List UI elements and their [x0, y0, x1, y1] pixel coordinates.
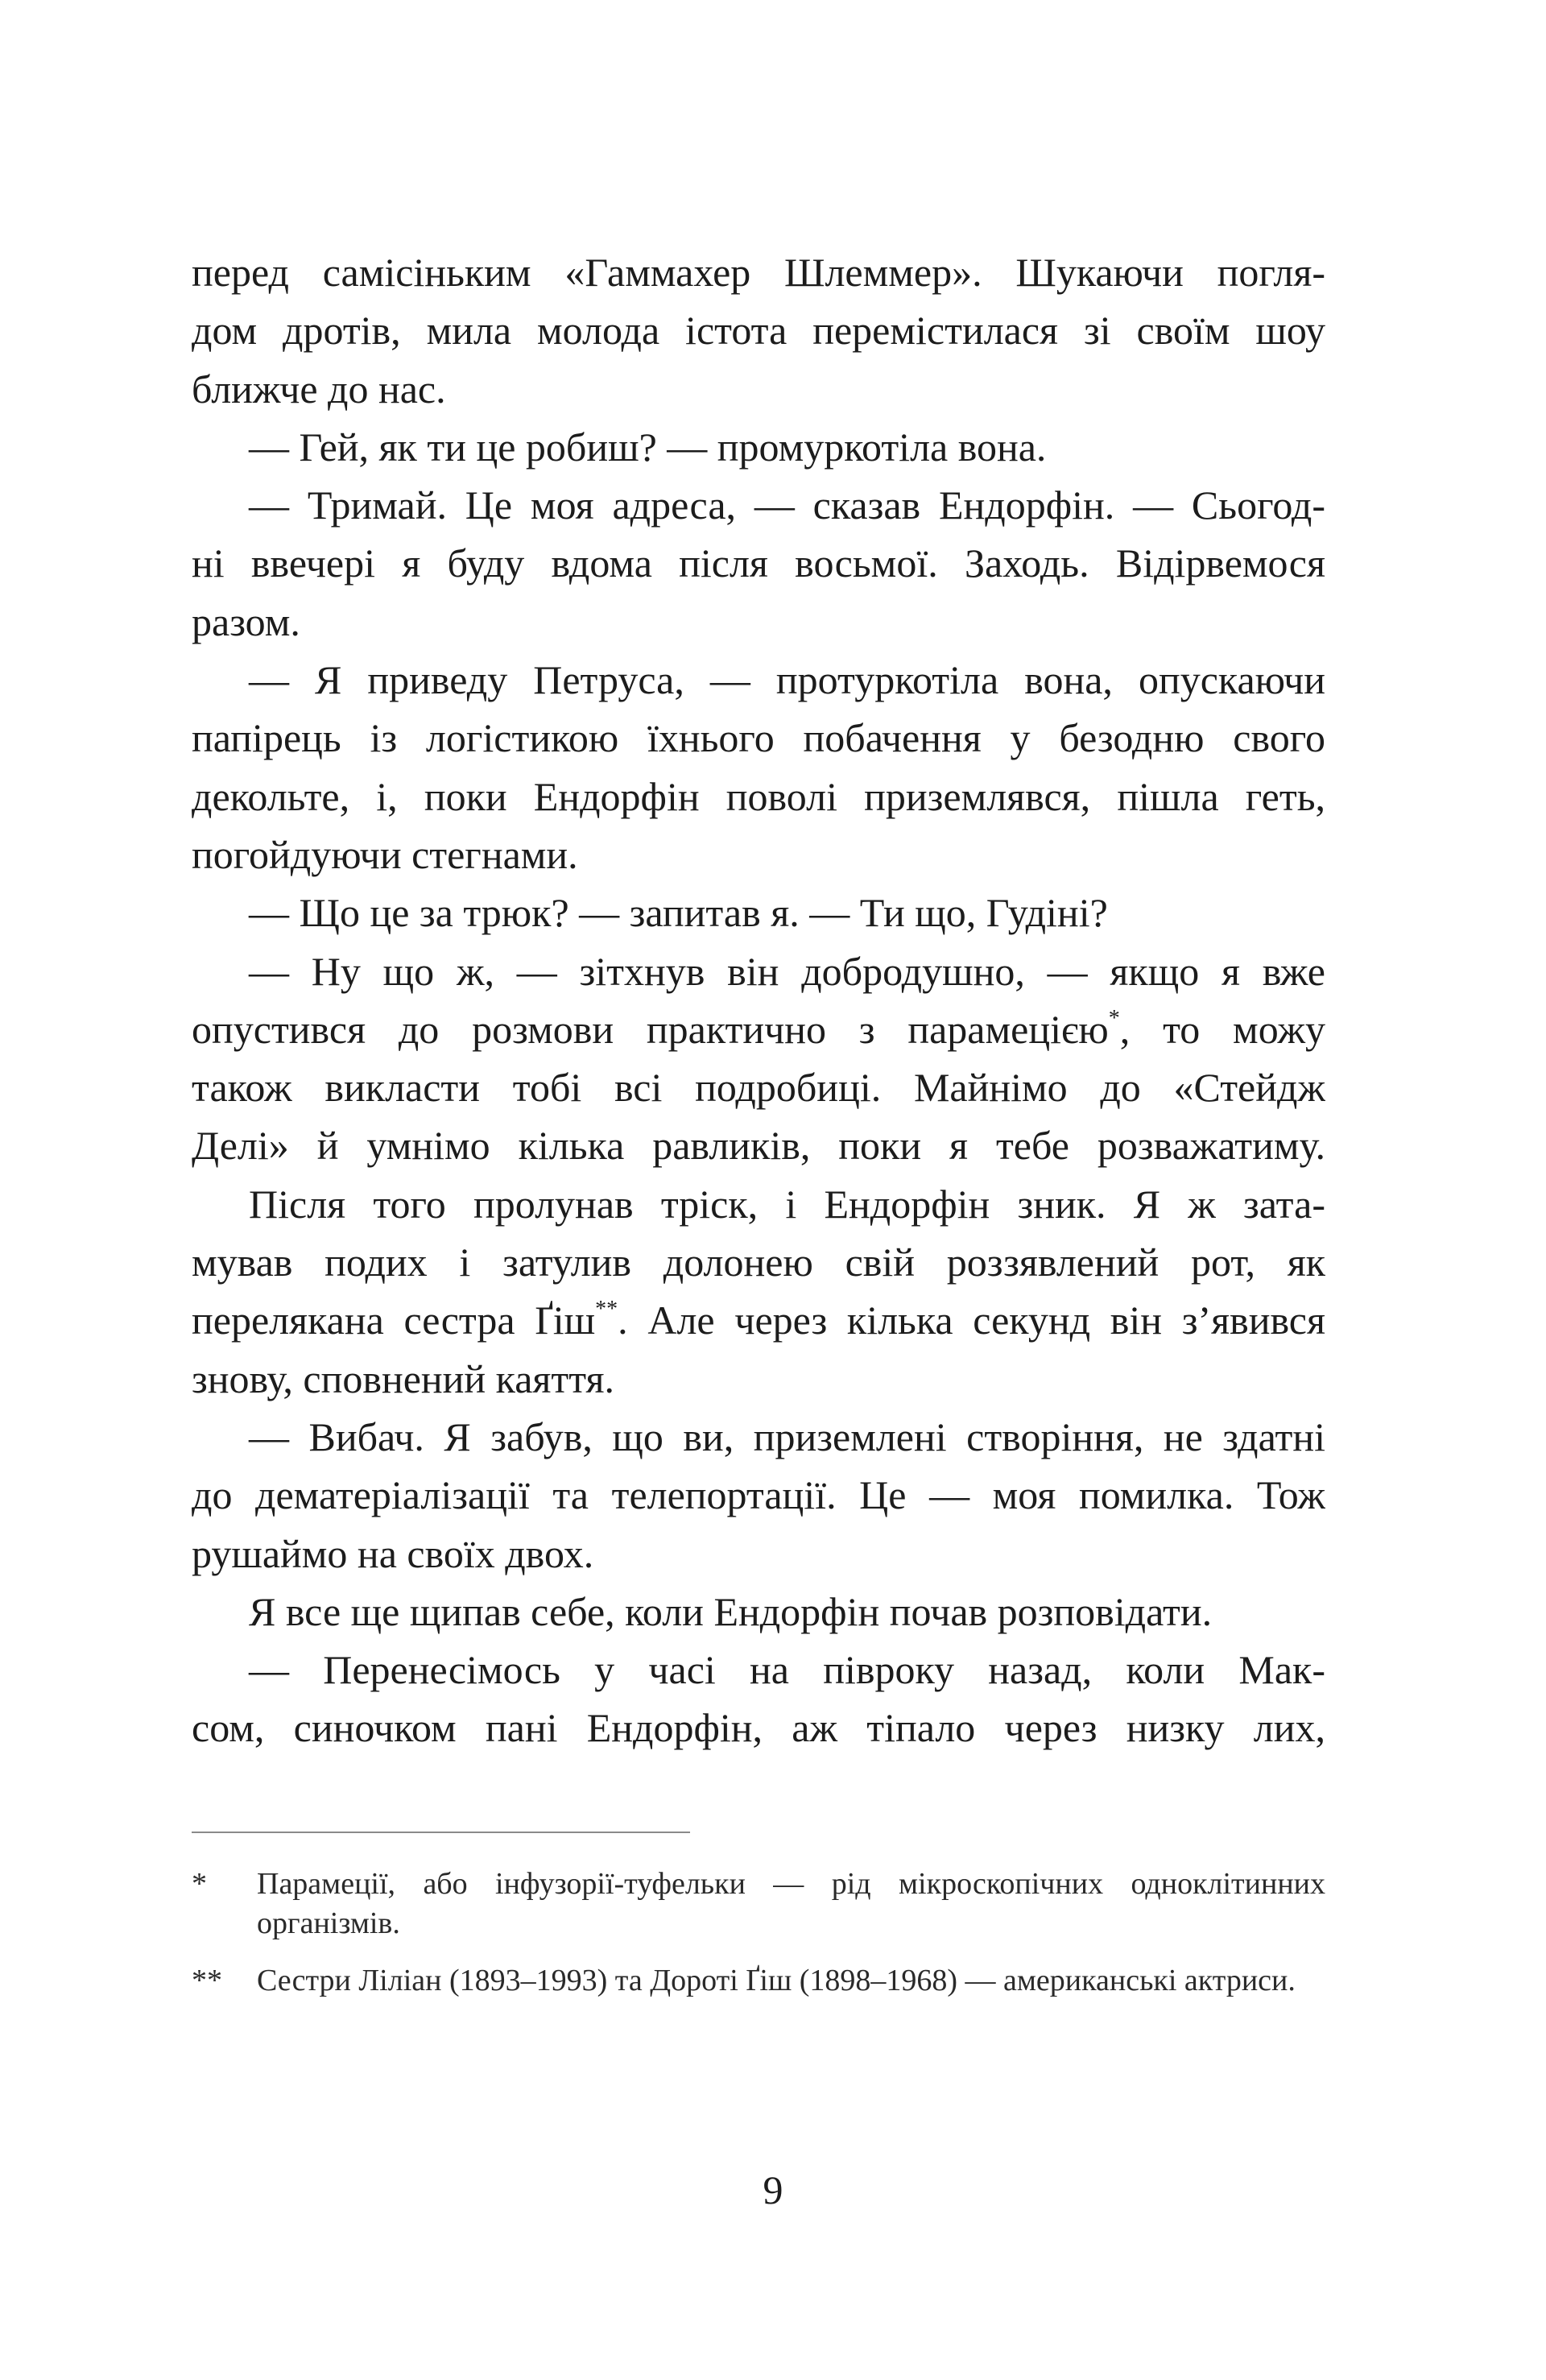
- text-line: знову, сповнений каяття.: [192, 1356, 614, 1401]
- text-line: папірець із логістикою їхнього побачення у безодню свого: [192, 715, 1325, 761]
- page-number: 9: [763, 2167, 783, 2212]
- text-line: рушаймо на своїх двох.: [192, 1530, 594, 1576]
- text-line: — Перенесімось у часі на півроку назад, коли Мак-: [249, 1647, 1325, 1693]
- text-line: — Тримай. Це моя адреса, — сказав Ендорфін. — Сьогод-: [249, 482, 1325, 528]
- text-line: — Гей, як ти це робиш? — промуркотіла вона.: [249, 424, 1047, 470]
- footnote-mark: *: [192, 1867, 207, 1901]
- text-line: — Що це за трюк? — запитав я. — Ти що, Гудіні?: [249, 890, 1108, 936]
- footnote: [192, 1961, 1325, 2001]
- footnote-text: Парамеції, або інфузорії-туфельки — рід мікроскопічних одноклітинних організмів.: [257, 1867, 1325, 1940]
- text-line: декольте, і, поки Ендорфін поволі приземлявся, пішла геть,: [192, 773, 1325, 819]
- text-line: дом дротів, мила молода істота перемістилася зі своїм шоу: [192, 308, 1325, 354]
- footnote-text: Сестри Ліліан (1893–1993) та Дороті Ґіш (1898–1968) — американські актриси.: [257, 1964, 1296, 1997]
- text-line: — Ну що ж, — зітхнув він добродушно, — якщо я вже: [249, 948, 1325, 994]
- text-span: . Але через кілька секунд він з’явився: [618, 1298, 1325, 1343]
- footnote-ref[interactable]: *: [1108, 1005, 1120, 1031]
- text-line: — Вибач. Я забув, що ви, приземлені створіння, не здатні: [249, 1414, 1325, 1459]
- text-line: [192, 1000, 1325, 1058]
- text-line: ближче до нас.: [192, 366, 446, 412]
- text-line: разом.: [192, 598, 300, 644]
- text-line: [192, 1291, 1325, 1349]
- footnote-divider: [192, 1832, 690, 1833]
- text-line: також викласти тобі всі подробиці. Майнімо до «Стейдж: [192, 1065, 1325, 1111]
- footnotes: [192, 1865, 1325, 2018]
- text-line: Делі» й умнімо кілька равликів, поки я тебе розважатиму.: [192, 1123, 1325, 1169]
- text-line: — Я приведу Петруса, — протуркотіла вона, опускаючи: [249, 657, 1325, 703]
- text-line: до дематеріалізації та телепортації. Це — моя помилка. Тож: [192, 1472, 1325, 1518]
- text-line: перед самісіньким «Гаммахер Шлеммер». Шукаючи погля-: [192, 250, 1325, 295]
- text-line: Я все ще щипав себе, коли Ендорфін почав розповідати.: [249, 1588, 1213, 1634]
- footnote-mark: **: [192, 1964, 222, 1997]
- text-line: ні ввечері я буду вдома після восьмої. Заходь. Відірвемося: [192, 540, 1325, 586]
- text-span: опустився до розмови практично з парамецією: [192, 1006, 1109, 1052]
- text-line: сом, синочком пані Ендорфін, аж тіпало через низку лих,: [192, 1705, 1325, 1751]
- text-line: Після того пролунав тріск, і Ендорфін зник. Я ж зата-: [249, 1181, 1325, 1227]
- body-text: [192, 243, 1325, 1757]
- text-span: перелякана сестра Ґіш: [192, 1298, 596, 1343]
- text-line: погойдуючи стегнами.: [192, 831, 578, 877]
- text-line: мував подих і затулив долонею свій роззявлений рот, як: [192, 1240, 1325, 1285]
- footnote: [192, 1865, 1325, 1943]
- footnote-ref[interactable]: **: [595, 1297, 618, 1322]
- text-span: , то можу: [1119, 1006, 1325, 1052]
